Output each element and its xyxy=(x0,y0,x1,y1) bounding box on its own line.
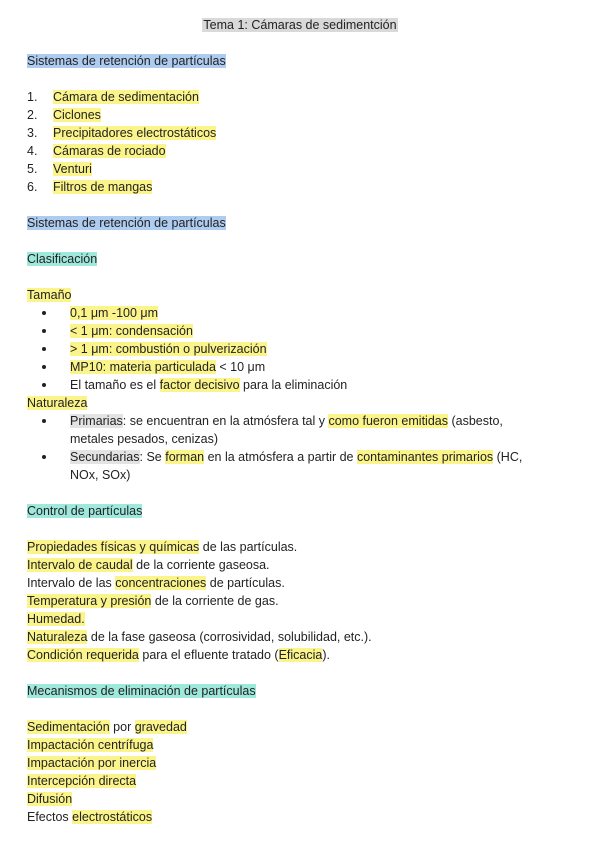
mecanismo-item xyxy=(27,790,72,808)
list-number: 1. xyxy=(27,90,38,104)
control-text: de la corriente gaseosa. xyxy=(132,558,270,572)
list-item xyxy=(27,142,166,160)
list-item xyxy=(27,178,152,196)
list-number: 6. xyxy=(27,180,38,194)
mecanismo-item xyxy=(27,754,156,772)
tamano-bullet-1 xyxy=(70,304,158,322)
bullet-dot xyxy=(42,365,46,369)
control-highlight: Propiedades físicas y químicas xyxy=(27,540,200,554)
control-line-4 xyxy=(27,592,279,610)
list-text: Cámaras de rociado xyxy=(53,144,166,158)
section1-heading-line xyxy=(27,52,226,70)
secundarias-continuation xyxy=(70,466,130,484)
bullet-highlight: como fueron emitidas xyxy=(328,414,448,428)
list-number: 2. xyxy=(27,108,38,122)
control-text: de la corriente de gas. xyxy=(151,594,279,608)
control-text: de partículas. xyxy=(206,576,285,590)
bullet-dot xyxy=(42,347,46,351)
bullet-dot xyxy=(42,419,46,423)
naturaleza-label-line xyxy=(27,394,87,412)
tamano-bullet-4 xyxy=(70,358,265,376)
bullet-text: en la atmósfera a partir de xyxy=(204,450,357,464)
bullet-highlight: MP10: materia particulada xyxy=(70,360,216,374)
bullet-dot xyxy=(42,383,46,387)
mecanismos-heading: Mecanismos de eliminación de partículas xyxy=(27,684,256,698)
list-text: Cámara de sedimentación xyxy=(53,90,199,104)
mecanismo-highlight: Intercepción directa xyxy=(27,774,137,788)
control-text: ). xyxy=(322,648,330,662)
control-highlight: Condición requerida xyxy=(27,648,139,662)
bullet-dot xyxy=(42,311,46,315)
primarias-continuation xyxy=(70,430,218,448)
control-highlight: Intervalo de caudal xyxy=(27,558,133,572)
control-highlight: concentraciones xyxy=(115,576,207,590)
control-highlight: Naturaleza xyxy=(27,630,88,644)
mecanismo-highlight: Difusión xyxy=(27,792,73,806)
control-heading-line xyxy=(27,502,142,520)
list-item xyxy=(27,88,199,106)
mecanismo-text: Efectos xyxy=(27,810,73,824)
mecanismo-highlight: Impactación centrífuga xyxy=(27,738,154,752)
list-text: Venturi xyxy=(53,162,92,176)
bullet-text: : Se xyxy=(139,450,166,464)
tamano-bullet-3 xyxy=(70,340,267,358)
mecanismo-highlight: Sedimentación xyxy=(27,720,110,734)
bullet-text: < 10 μm xyxy=(215,360,266,374)
control-line-6 xyxy=(27,628,372,646)
bullet-highlight: > 1 μm xyxy=(70,342,109,356)
list-item xyxy=(27,160,92,178)
mecanismo-text: por xyxy=(109,720,135,734)
bullet-text: 0,1 μm -100 μm xyxy=(70,306,159,320)
bullet-text: El tamaño es el xyxy=(70,378,160,392)
bullet-dot xyxy=(42,329,46,333)
mecanismo-highlight: Impactación por inercia xyxy=(27,756,157,770)
control-text: de la fase gaseosa (corrosividad, solubilidad, etc.). xyxy=(87,630,372,644)
bullet-text: : condensación xyxy=(108,324,193,338)
control-text: para el efluente tratado ( xyxy=(138,648,279,662)
control-text: de las partículas. xyxy=(199,540,298,554)
bullet-text: para la eliminación xyxy=(239,378,348,392)
mecanismo-item xyxy=(27,718,187,736)
section2-heading: Sistemas de retención de partículas xyxy=(27,216,226,230)
bullet-text: (HC, xyxy=(493,450,523,464)
bullet-highlight: factor decisivo xyxy=(159,378,240,392)
control-highlight: Humedad. xyxy=(27,612,85,626)
primarias-bullet xyxy=(70,412,503,430)
control-line-1 xyxy=(27,538,297,556)
secundarias-label: Secundarias xyxy=(70,450,140,464)
document-title: Tema 1: Cámaras de sedimentción xyxy=(203,18,397,32)
tamano-bullet-2 xyxy=(70,322,193,340)
list-item xyxy=(27,124,216,142)
mecanismo-highlight: electrostáticos xyxy=(72,810,153,824)
control-highlight: Temperatura y presión xyxy=(27,594,152,608)
section1-heading: Sistemas de retención de partículas xyxy=(27,54,226,68)
mecanismo-item xyxy=(27,772,136,790)
control-text: Intervalo de las xyxy=(27,576,116,590)
clasificacion-heading-line xyxy=(27,250,97,268)
bullet-text: : combustión o pulverización xyxy=(108,342,267,356)
mecanismos-heading-line xyxy=(27,682,256,700)
control-line-5 xyxy=(27,610,85,628)
control-highlight: Eficacia xyxy=(278,648,323,662)
section2-heading-line xyxy=(27,214,226,232)
bullet-text: NOx, SOx) xyxy=(70,468,131,482)
list-text: Ciclones xyxy=(53,108,101,122)
document-title-line xyxy=(0,16,600,34)
control-line-7 xyxy=(27,646,330,664)
bullet-highlight: forman xyxy=(165,450,205,464)
mecanismo-item xyxy=(27,736,153,754)
list-number: 5. xyxy=(27,162,38,176)
list-text: Precipitadores electrostáticos xyxy=(53,126,217,140)
secundarias-bullet xyxy=(70,448,522,466)
list-number: 4. xyxy=(27,144,38,158)
tamano-bullet-5 xyxy=(70,376,347,394)
bullet-text: : se encuentran en la atmósfera tal y xyxy=(122,414,329,428)
mecanismo-highlight: gravedad xyxy=(134,720,187,734)
control-line-2 xyxy=(27,556,270,574)
bullet-highlight: < 1 μm xyxy=(70,324,109,338)
list-text: Filtros de mangas xyxy=(53,180,153,194)
list-number: 3. xyxy=(27,126,38,140)
control-heading: Control de partículas xyxy=(27,504,143,518)
tamano-label-line xyxy=(27,286,71,304)
tamano-label: Tamaño xyxy=(27,288,72,302)
mecanismo-item xyxy=(27,808,152,826)
naturaleza-label: Naturaleza xyxy=(27,396,88,410)
clasificacion-heading: Clasificación xyxy=(27,252,98,266)
primarias-label: Primarias xyxy=(70,414,123,428)
bullet-text: (asbesto, xyxy=(447,414,503,428)
control-line-3 xyxy=(27,574,285,592)
bullet-text: metales pesados, cenizas) xyxy=(70,432,218,446)
bullet-highlight: contaminantes primarios xyxy=(356,450,494,464)
bullet-dot xyxy=(42,455,46,459)
list-item xyxy=(27,106,101,124)
